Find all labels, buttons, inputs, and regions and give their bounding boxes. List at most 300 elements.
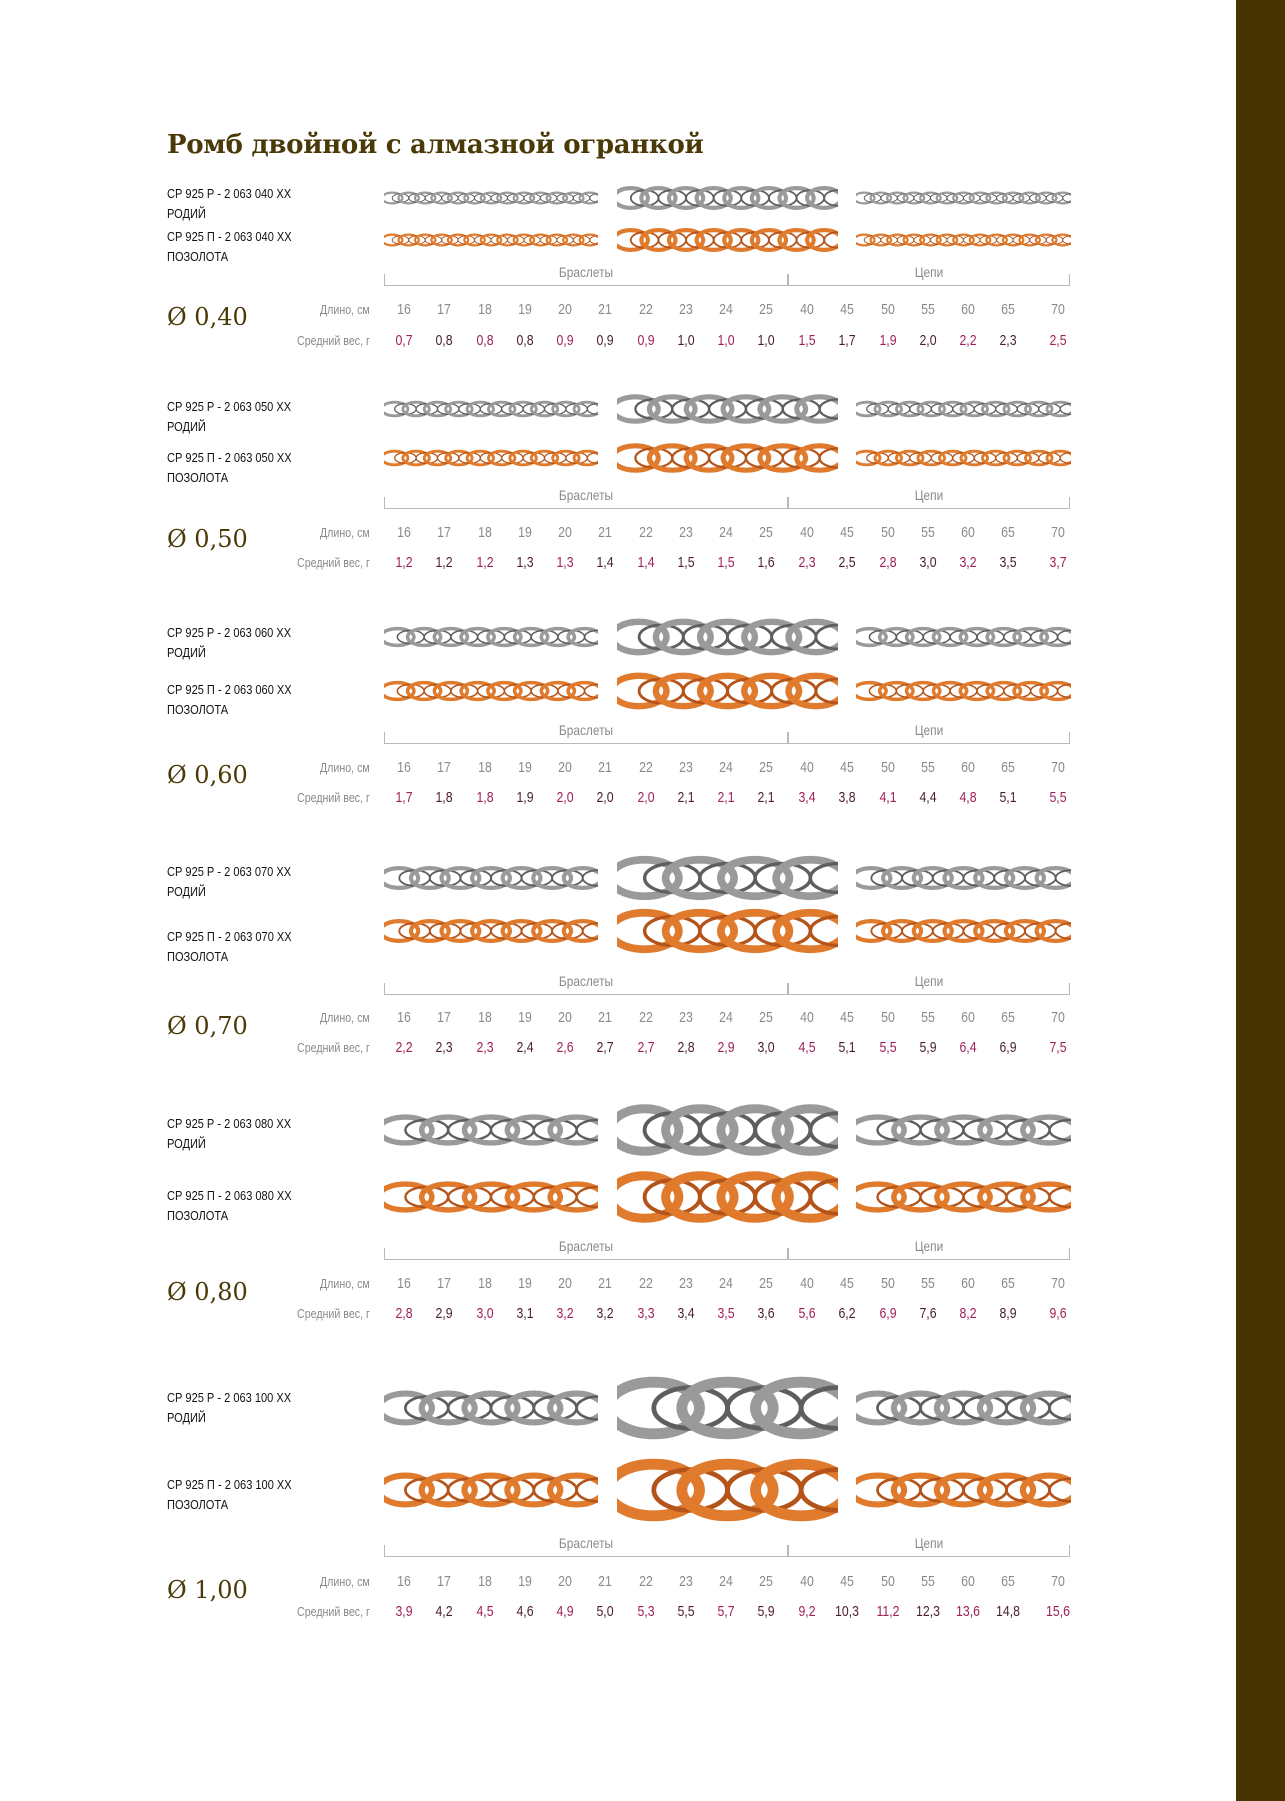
- length-row-label: Длино, см: [320, 302, 370, 317]
- weight-value: 1,9: [879, 332, 897, 349]
- weight-value: 8,9: [999, 1305, 1017, 1322]
- length-value: 24: [719, 1573, 733, 1590]
- weight-value: 3,4: [798, 789, 816, 806]
- weight-value: 0,7: [395, 332, 413, 349]
- gold-chain-image: [384, 918, 598, 944]
- category-rule: [384, 508, 788, 509]
- silver-chain-image: [384, 191, 598, 205]
- length-value: 40: [800, 1009, 814, 1026]
- weight-value: 2,8: [395, 1305, 413, 1322]
- silver-chain-image: [384, 626, 598, 648]
- length-value: 25: [759, 1009, 773, 1026]
- length-value: 16: [397, 759, 411, 776]
- category-tick: [384, 732, 385, 744]
- weight-value: 1,7: [395, 789, 413, 806]
- weight-value: 0,8: [516, 332, 534, 349]
- gold-chain-image: [384, 449, 598, 467]
- category-tick: [788, 1545, 789, 1557]
- length-value: 17: [437, 524, 451, 541]
- length-value: 21: [598, 1573, 612, 1590]
- length-value: 55: [921, 1573, 935, 1590]
- gold-chain-image: [617, 671, 838, 711]
- category-label: Браслеты: [558, 1535, 614, 1551]
- weight-value: 2,0: [556, 789, 574, 806]
- weight-value: 1,0: [677, 332, 695, 349]
- length-value: 19: [518, 1275, 532, 1292]
- length-value: 65: [1001, 1573, 1015, 1590]
- length-value: 21: [598, 301, 612, 318]
- category-rule: [788, 1259, 1070, 1260]
- length-value: 23: [679, 759, 693, 776]
- weight-value: 1,0: [757, 332, 775, 349]
- chains-category: [788, 487, 1070, 509]
- length-row-label: Длино, см: [320, 760, 370, 775]
- weight-value: 7,5: [1049, 1039, 1067, 1056]
- length-value: 16: [397, 1275, 411, 1292]
- weight-value: 1,9: [516, 789, 534, 806]
- category-label: Браслеты: [558, 264, 614, 280]
- length-value: 40: [800, 301, 814, 318]
- category-label: Цепи: [914, 264, 944, 280]
- category-label: Браслеты: [558, 722, 614, 738]
- category-label: Цепи: [914, 1535, 944, 1551]
- length-value: 20: [558, 524, 572, 541]
- category-tick: [1069, 1545, 1070, 1557]
- length-value: 45: [840, 1573, 854, 1590]
- gold-chain-image: [617, 907, 838, 955]
- category-label: Цепи: [914, 1238, 944, 1254]
- length-value: 19: [518, 759, 532, 776]
- length-row-label: Длино, см: [320, 1574, 370, 1589]
- gold-chain-image: [856, 1180, 1071, 1214]
- chains-category: [788, 722, 1070, 744]
- length-value: 22: [639, 759, 653, 776]
- gilded-article-code: [167, 1186, 292, 1226]
- length-value: 16: [397, 1009, 411, 1026]
- silver-chain-image: [617, 185, 838, 211]
- weight-value: 1,6: [757, 554, 775, 571]
- silver-chain-image: [384, 1113, 598, 1147]
- gilded-code-number: СР 925 П - 2 063 050 ХХ: [167, 450, 292, 465]
- weight-value: 2,4: [516, 1039, 534, 1056]
- length-value: 55: [921, 1009, 935, 1026]
- weight-value: 1,5: [677, 554, 695, 571]
- weight-value: 0,9: [556, 332, 574, 349]
- weight-row-label: Средний вес, г: [297, 1040, 370, 1055]
- weight-row-label: Средний вес, г: [297, 333, 370, 348]
- weight-value: 3,9: [395, 1603, 413, 1620]
- weight-value: 9,2: [798, 1603, 816, 1620]
- weight-value: 1,0: [717, 332, 735, 349]
- weight-value: 2,1: [757, 789, 775, 806]
- category-label: Цепи: [914, 722, 944, 738]
- weight-value: 3,5: [999, 554, 1017, 571]
- length-value: 70: [1051, 1275, 1065, 1292]
- length-value: 50: [881, 1573, 895, 1590]
- weight-value: 0,8: [476, 332, 494, 349]
- length-value: 21: [598, 1275, 612, 1292]
- gold-chain-image: [856, 680, 1071, 702]
- silver-chain-image: [856, 1113, 1071, 1147]
- length-value: 19: [518, 301, 532, 318]
- weight-value: 6,4: [959, 1039, 977, 1056]
- gilded-code-number: СР 925 П - 2 063 100 ХХ: [167, 1477, 292, 1492]
- length-value: 18: [478, 524, 492, 541]
- length-value: 45: [840, 1009, 854, 1026]
- silver-chain-image: [617, 1374, 838, 1442]
- length-value: 20: [558, 1573, 572, 1590]
- length-value: 24: [719, 524, 733, 541]
- weight-value: 2,7: [637, 1039, 655, 1056]
- category-tick: [788, 497, 789, 509]
- weight-value: 2,0: [919, 332, 937, 349]
- diameter-value: Ø 1,00: [167, 1576, 248, 1604]
- weight-row-label: Средний вес, г: [297, 790, 370, 805]
- length-value: 70: [1051, 1573, 1065, 1590]
- length-value: 18: [478, 759, 492, 776]
- length-value: 24: [719, 1009, 733, 1026]
- gold-chain-image: [617, 1456, 838, 1524]
- weight-value: 1,3: [516, 554, 534, 571]
- weight-value: 3,1: [516, 1305, 534, 1322]
- rhodium-article-code: [167, 1114, 291, 1154]
- rhodium-finish-label: РОДИЙ: [167, 1410, 206, 1425]
- category-label: Браслеты: [558, 973, 614, 989]
- weight-value: 2,3: [435, 1039, 453, 1056]
- weight-value: 3,0: [757, 1039, 775, 1056]
- weight-value: 5,7: [717, 1603, 735, 1620]
- length-row-label: Длино, см: [320, 525, 370, 540]
- length-value: 20: [558, 301, 572, 318]
- category-tick: [384, 1545, 385, 1557]
- length-value: 50: [881, 524, 895, 541]
- weight-value: 3,2: [556, 1305, 574, 1322]
- rhodium-article-code: [167, 623, 291, 663]
- category-rule: [384, 994, 788, 995]
- chains-category: [788, 973, 1070, 995]
- length-value: 22: [639, 301, 653, 318]
- gold-chain-image: [617, 1169, 838, 1225]
- rhodium-code-number: СР 925 Р - 2 063 070 ХХ: [167, 864, 292, 879]
- gold-chain-image: [384, 1180, 598, 1214]
- silver-chain-image: [617, 617, 838, 657]
- weight-value: 4,8: [959, 789, 977, 806]
- weight-value: 3,0: [476, 1305, 494, 1322]
- gold-chain-image: [856, 918, 1071, 944]
- length-value: 40: [800, 1573, 814, 1590]
- length-value: 20: [558, 759, 572, 776]
- weight-value: 6,9: [999, 1039, 1017, 1056]
- weight-value: 2,6: [556, 1039, 574, 1056]
- weight-row-label: Средний вес, г: [297, 555, 370, 570]
- rhodium-finish-label: РОДИЙ: [167, 645, 206, 660]
- weight-value: 10,3: [835, 1603, 859, 1620]
- category-label: Браслеты: [558, 487, 614, 503]
- weight-row-label: Средний вес, г: [297, 1306, 370, 1321]
- weight-value: 3,3: [637, 1305, 655, 1322]
- rhodium-article-code: [167, 184, 291, 224]
- silver-chain-image: [856, 400, 1071, 418]
- length-value: 50: [881, 1275, 895, 1292]
- silver-chain-image: [384, 1389, 598, 1427]
- weight-value: 5,9: [757, 1603, 775, 1620]
- category-tick: [788, 983, 789, 995]
- weight-value: 4,1: [879, 789, 897, 806]
- silver-chain-image: [856, 865, 1071, 891]
- category-tick: [1069, 497, 1070, 509]
- category-tick: [384, 274, 385, 286]
- weight-value: 0,9: [596, 332, 614, 349]
- bracelets-category: [384, 1238, 788, 1260]
- weight-value: 1,2: [476, 554, 494, 571]
- gilded-code-number: СР 925 П - 2 063 040 ХХ: [167, 229, 292, 244]
- category-rule: [384, 1259, 788, 1260]
- length-value: 18: [478, 301, 492, 318]
- weight-value: 0,8: [435, 332, 453, 349]
- weight-value: 2,2: [395, 1039, 413, 1056]
- page-title: Ромб двойной с алмазной огранкой: [167, 130, 704, 160]
- weight-value: 4,2: [435, 1603, 453, 1620]
- silver-chain-image: [856, 191, 1071, 205]
- weight-value: 5,5: [677, 1603, 695, 1620]
- silver-chain-image: [856, 626, 1071, 648]
- length-value: 65: [1001, 1009, 1015, 1026]
- bracelets-category: [384, 1535, 788, 1557]
- length-value: 24: [719, 759, 733, 776]
- gilded-code-number: СР 925 П - 2 063 060 ХХ: [167, 682, 292, 697]
- length-value: 16: [397, 301, 411, 318]
- length-value: 60: [961, 301, 975, 318]
- gold-chain-image: [384, 1471, 598, 1509]
- gilded-finish-label: ПОЗОЛОТА: [167, 470, 229, 485]
- length-value: 24: [719, 301, 733, 318]
- weight-value: 2,3: [798, 554, 816, 571]
- length-value: 45: [840, 759, 854, 776]
- diameter-value: Ø 0,70: [167, 1012, 248, 1040]
- weight-value: 3,5: [717, 1305, 735, 1322]
- weight-value: 6,9: [879, 1305, 897, 1322]
- rhodium-code-number: СР 925 Р - 2 063 040 ХХ: [167, 186, 292, 201]
- weight-value: 2,8: [879, 554, 897, 571]
- category-tick: [788, 1248, 789, 1260]
- weight-value: 1,4: [637, 554, 655, 571]
- gilded-article-code: [167, 927, 292, 967]
- weight-value: 4,4: [919, 789, 937, 806]
- category-tick: [384, 1248, 385, 1260]
- length-value: 25: [759, 1275, 773, 1292]
- weight-value: 3,7: [1049, 554, 1067, 571]
- length-value: 45: [840, 524, 854, 541]
- length-value: 65: [1001, 301, 1015, 318]
- gilded-article-code: [167, 227, 292, 267]
- diameter-value: Ø 0,80: [167, 1278, 248, 1306]
- weight-value: 4,6: [516, 1603, 534, 1620]
- length-value: 60: [961, 1009, 975, 1026]
- weight-value: 5,6: [798, 1305, 816, 1322]
- weight-value: 5,9: [919, 1039, 937, 1056]
- weight-value: 5,0: [596, 1603, 614, 1620]
- length-value: 23: [679, 524, 693, 541]
- diameter-value: Ø 0,60: [167, 761, 248, 789]
- chains-category: [788, 1535, 1070, 1557]
- length-value: 17: [437, 301, 451, 318]
- weight-value: 13,6: [956, 1603, 980, 1620]
- weight-value: 6,2: [838, 1305, 856, 1322]
- weight-value: 1,2: [435, 554, 453, 571]
- length-value: 45: [840, 301, 854, 318]
- length-value: 65: [1001, 759, 1015, 776]
- length-value: 21: [598, 759, 612, 776]
- length-value: 18: [478, 1009, 492, 1026]
- gold-chain-image: [617, 227, 838, 253]
- category-tick: [1069, 732, 1070, 744]
- length-value: 60: [961, 1275, 975, 1292]
- weight-value: 4,5: [798, 1039, 816, 1056]
- bracelets-category: [384, 722, 788, 744]
- length-value: 55: [921, 301, 935, 318]
- chains-category: [788, 1238, 1070, 1260]
- weight-value: 4,5: [476, 1603, 494, 1620]
- gold-chain-image: [856, 449, 1071, 467]
- gilded-code-number: СР 925 П - 2 063 080 ХХ: [167, 1188, 292, 1203]
- weight-value: 1,3: [556, 554, 574, 571]
- weight-value: 1,8: [476, 789, 494, 806]
- length-value: 18: [478, 1573, 492, 1590]
- rhodium-finish-label: РОДИЙ: [167, 419, 206, 434]
- silver-chain-image: [384, 865, 598, 891]
- gold-chain-image: [617, 442, 838, 474]
- length-value: 22: [639, 1275, 653, 1292]
- length-value: 70: [1051, 759, 1065, 776]
- length-value: 70: [1051, 301, 1065, 318]
- gold-chain-image: [384, 233, 598, 247]
- category-label: Цепи: [914, 973, 944, 989]
- length-value: 18: [478, 1275, 492, 1292]
- length-value: 70: [1051, 1009, 1065, 1026]
- weight-value: 5,1: [838, 1039, 856, 1056]
- weight-value: 3,0: [919, 554, 937, 571]
- length-value: 50: [881, 759, 895, 776]
- length-value: 25: [759, 759, 773, 776]
- length-value: 16: [397, 524, 411, 541]
- weight-value: 2,1: [717, 789, 735, 806]
- length-value: 21: [598, 524, 612, 541]
- category-rule: [788, 743, 1070, 744]
- weight-value: 1,8: [435, 789, 453, 806]
- length-value: 60: [961, 759, 975, 776]
- length-row-label: Длино, см: [320, 1276, 370, 1291]
- length-value: 25: [759, 301, 773, 318]
- length-value: 17: [437, 1573, 451, 1590]
- weight-value: 8,2: [959, 1305, 977, 1322]
- length-value: 17: [437, 1275, 451, 1292]
- category-rule: [788, 508, 1070, 509]
- silver-chain-image: [617, 1102, 838, 1158]
- chains-category: [788, 264, 1070, 286]
- weight-value: 2,8: [677, 1039, 695, 1056]
- weight-value: 1,2: [395, 554, 413, 571]
- weight-value: 2,2: [959, 332, 977, 349]
- weight-value: 5,5: [1049, 789, 1067, 806]
- weight-value: 1,7: [838, 332, 856, 349]
- category-tick: [1069, 983, 1070, 995]
- weight-value: 2,1: [677, 789, 695, 806]
- category-rule: [788, 994, 1070, 995]
- length-value: 21: [598, 1009, 612, 1026]
- category-tick: [788, 732, 789, 744]
- category-rule: [788, 1556, 1070, 1557]
- bracelets-category: [384, 264, 788, 286]
- category-tick: [384, 497, 385, 509]
- rhodium-article-code: [167, 397, 291, 437]
- silver-chain-image: [617, 393, 838, 425]
- weight-value: 14,8: [996, 1603, 1020, 1620]
- length-value: 24: [719, 1275, 733, 1292]
- weight-value: 12,3: [916, 1603, 940, 1620]
- gilded-finish-label: ПОЗОЛОТА: [167, 702, 229, 717]
- weight-value: 2,0: [596, 789, 614, 806]
- gold-chain-image: [856, 1471, 1071, 1509]
- category-tick: [1069, 1248, 1070, 1260]
- weight-value: 3,2: [959, 554, 977, 571]
- weight-value: 9,6: [1049, 1305, 1067, 1322]
- length-value: 55: [921, 524, 935, 541]
- category-rule: [384, 743, 788, 744]
- length-value: 40: [800, 1275, 814, 1292]
- bracelets-category: [384, 487, 788, 509]
- silver-chain-image: [617, 854, 838, 902]
- rhodium-code-number: СР 925 Р - 2 063 100 ХХ: [167, 1390, 292, 1405]
- length-value: 22: [639, 1573, 653, 1590]
- weight-value: 5,3: [637, 1603, 655, 1620]
- length-value: 65: [1001, 1275, 1015, 1292]
- length-value: 25: [759, 524, 773, 541]
- weight-value: 11,2: [876, 1603, 900, 1620]
- weight-value: 3,6: [757, 1305, 775, 1322]
- length-value: 70: [1051, 524, 1065, 541]
- weight-value: 4,9: [556, 1603, 574, 1620]
- weight-value: 2,3: [476, 1039, 494, 1056]
- gilded-finish-label: ПОЗОЛОТА: [167, 1208, 229, 1223]
- weight-value: 7,6: [919, 1305, 937, 1322]
- category-tick: [788, 274, 789, 286]
- weight-value: 0,9: [637, 332, 655, 349]
- bracelets-category: [384, 973, 788, 995]
- length-value: 45: [840, 1275, 854, 1292]
- length-value: 55: [921, 1275, 935, 1292]
- weight-value: 2,0: [637, 789, 655, 806]
- weight-value: 1,4: [596, 554, 614, 571]
- rhodium-code-number: СР 925 Р - 2 063 060 ХХ: [167, 625, 292, 640]
- length-value: 23: [679, 1573, 693, 1590]
- length-value: 22: [639, 1009, 653, 1026]
- length-value: 23: [679, 1009, 693, 1026]
- rhodium-article-code: [167, 862, 291, 902]
- length-value: 50: [881, 301, 895, 318]
- gold-chain-image: [856, 233, 1071, 247]
- silver-chain-image: [856, 1389, 1071, 1427]
- length-value: 40: [800, 524, 814, 541]
- length-value: 19: [518, 524, 532, 541]
- weight-value: 2,3: [999, 332, 1017, 349]
- length-value: 17: [437, 1009, 451, 1026]
- category-tick: [384, 983, 385, 995]
- rhodium-finish-label: РОДИЙ: [167, 1136, 206, 1151]
- weight-value: 2,7: [596, 1039, 614, 1056]
- length-value: 50: [881, 1009, 895, 1026]
- gilded-code-number: СР 925 П - 2 063 070 ХХ: [167, 929, 292, 944]
- length-row-label: Длино, см: [320, 1010, 370, 1025]
